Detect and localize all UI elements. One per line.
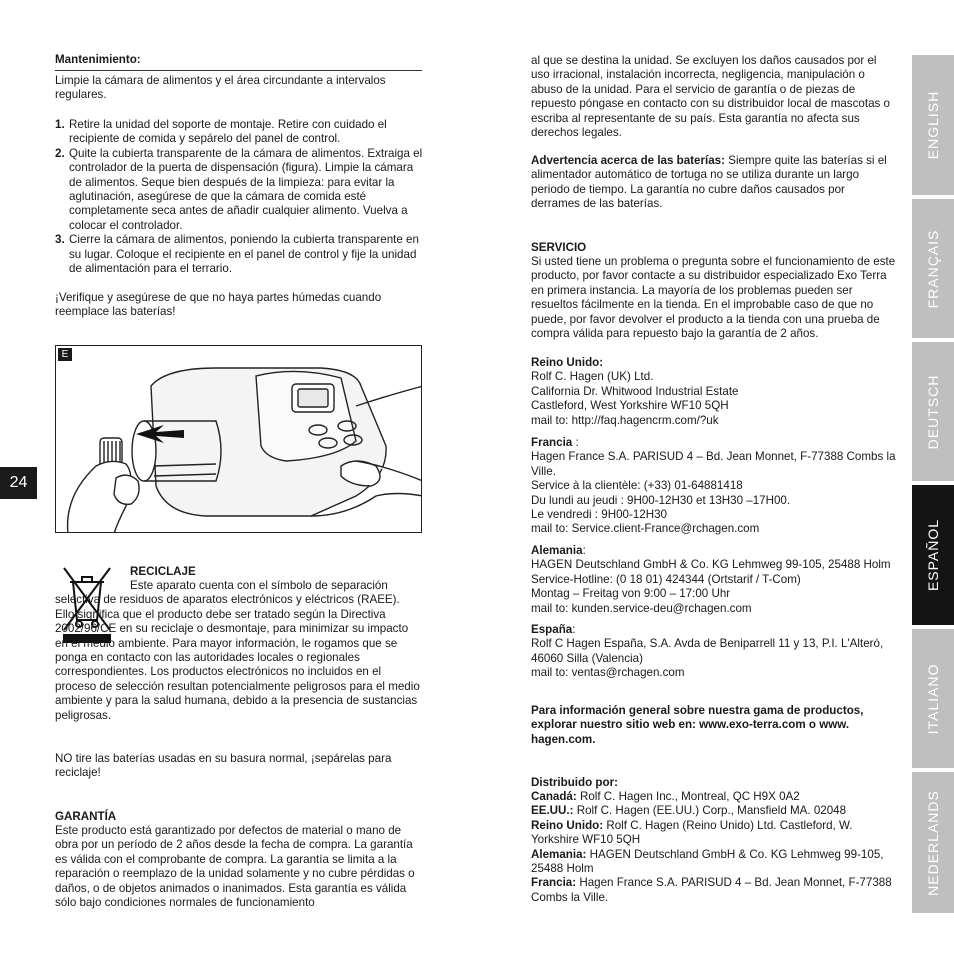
page-number: 24 — [0, 467, 37, 499]
list-item: 2. Quite la cubierta transparente de la cámara de alimentos. Extraiga el controlador de la puerta de dispensación (figura). Limpie la cámara de alimentos. Seque bien después de la limpieza: para evitar la aglutinación, asegúrese de que la cámara de comida esté completamente seca antes de añadir cualquier alimento. Vuelva a colocar el controlador. — [55, 146, 423, 232]
maintenance-steps — [55, 118, 423, 276]
info-text: Para información general sobre nuestra gama de productos, explorar nuestro sitio web en: www.exo-terra.com o www. hagen.com. — [531, 704, 864, 746]
divider — [55, 70, 422, 71]
service-title: SERVICIO — [531, 241, 587, 254]
warranty-continued: al que se destina la unidad. Se excluyen los daños causados por el uso irracional, instalación incorrecta, negligencia, manipulación o abuso de la unidad. Para el servicio de garantía o de piezas de repuesto póngase en contacto con su distribuidor local de mascotas o escriba al representante de su país. Esta garantía no afecta sus derechos legales. — [531, 54, 890, 140]
list-item: EE.UU.: Rolf C. Hagen (EE.UU.) Corp., Mansfield MA. 02048 — [531, 804, 847, 818]
tab-label: ENGLISH — [925, 90, 941, 160]
battery-note: NO tire las baterías usadas en su basura normal, ¡sepárelas para reciclaje! — [55, 752, 392, 780]
contact-france: Francia : Hagen France S.A. PARISUD 4 – Bd. Jean Monnet, F-77388 Combs la Ville. Service à la clientèle: (+33) 01-64881418 Du lundi au jeudi : 9H00-12H30 et 13H30 –17H00. Le vendredi : 9H00-12H30 mail to: Service.client-France@rchagen.com — [531, 436, 896, 536]
tab-label: NEDERLANDS — [925, 789, 941, 896]
maintenance-title: Mantenimiento: — [55, 53, 141, 66]
tab-label: ESPAÑOL — [925, 518, 941, 592]
tab-label: ITALIANO — [925, 663, 941, 734]
list-item: 1. Retire la unidad del soporte de montaje. Retire con cuidado el recipiente de comida y sepárelo del panel de control. — [55, 118, 387, 146]
contact-germany: Alemania: HAGEN Deutschland GmbH & Co. KG Lehmweg 99-105, 25488 Holm Service-Hotline: (0 18 01) 424344 (Ortstarif / T-Com) Montag – Freitag von 9:00 – 17:00 Uhr mail to: kunden.service-deu@rchagen.com — [531, 544, 891, 615]
list-item: Reino Unido: Rolf C. Hagen (Reino Unido) Ltd. Castleford, W. Yorkshire WF10 5QH — [531, 818, 853, 847]
warranty-text: Este producto está garantizado por defectos de material o mano de obra por un período de 2 años desde la fecha de compra. La garantía es válida con el comprobante de compra. La garantía se limita a la reparación o reemplazo de la unidad solamente y no cubre pérdidas o daños, o de objetos animados o inanimados. Esta garantía es válida sólo bajo condiciones normales de funcionamiento — [55, 824, 415, 910]
list-item: Francia: Hagen France S.A. PARISUD 4 – Bd. Jean Monnet, F-77388 Combs la Ville. — [531, 876, 892, 904]
list-item: 3. Cierre la cámara de alimentos, poniendo la cubierta transparente en su lugar. Coloque el recipiente en el panel de control y fije la unidad de alimentación para el terrario. — [55, 233, 419, 276]
recycling-title: RECICLAJE — [130, 565, 196, 578]
feeder-illustration — [56, 346, 422, 533]
verify-note: ¡Verifique y asegúrese de que no haya partes húmedas cuando reemplace las baterías! — [55, 291, 382, 319]
list-item: Canadá: Rolf C. Hagen Inc., Montreal, QC H9X 0A2 — [531, 790, 800, 803]
tab-english[interactable] — [912, 55, 954, 195]
contact-spain: España: Rolf C Hagen España, S.A. Avda de Beniparrell 11 y 13, P.I. L'Alteró, 46060 Silla (Valencia) mail to: ventas@rchagen.com — [531, 623, 884, 680]
tab-francais[interactable] — [912, 199, 954, 338]
tab-deutsch[interactable] — [912, 342, 954, 481]
maintenance-intro: Limpie la cámara de alimentos y el área circundante a intervalos regulares. — [55, 74, 386, 102]
tab-espanol[interactable] — [912, 485, 954, 625]
tab-label: FRANÇAIS — [925, 229, 941, 308]
warranty-title: GARANTÍA — [55, 810, 117, 823]
distributed-title: Distribuido por: — [531, 776, 618, 789]
battery-warning: Advertencia acerca de las baterías: Siempre quite las baterías si el alimentador automático de tortuga no se utiliza durante un largo periodo de tiempo. La garantía no cubre daños causados por derrames de las baterías. — [531, 154, 887, 211]
figure-label: E — [58, 348, 72, 361]
recycling-text: Este aparato cuenta con el símbolo de separación selectiva de residuos de aparatos electrónicos y eléctricos (RAEE). Ello significa que el producto debe ser tratado según la Directiva 2002/96/CE en su reciclaje o desmontaje, para minimizar su impacto en el medio ambiente. Para mayor información, le rogamos que se ponga en contacto con las autoridades locales o regionales correspondientes. Los productos electrónicos no incluidos en el proceso de selección resultan potencialmente peligrosos para el medio ambiente y para la salud humana, debido a la presencia de sustancias peligrosas. — [55, 579, 420, 722]
service-text: Si usted tiene un problema o pregunta sobre el funcionamiento de este producto, por favor contacte a su distribuidor especializado Exo Terra en primera instancia. La mayoría de los problemas pueden ser resueltos fácilmente en la tienda. En el improbable caso de que no puede, por favor devolver el producto a la tienda con una prueba de compra válida para repuesto bajo la garantía de 2 años. — [531, 255, 896, 341]
contact-uk: Reino Unido: Rolf C. Hagen (UK) Ltd. California Dr. Whitwood Industrial Estate Castleford, West Yorkshire WF10 5QH mail to: http://faq.hagencrm.com/?uk — [531, 356, 739, 427]
tab-nederlands[interactable] — [912, 772, 954, 913]
tab-italiano[interactable] — [912, 629, 954, 768]
list-item: Alemania: HAGEN Deutschland GmbH & Co. KG Lehmweg 99-105, 25488 Holm — [531, 847, 884, 876]
tab-label: DEUTSCH — [925, 374, 941, 449]
feeder-figure — [55, 345, 422, 533]
distributors-list — [531, 790, 897, 905]
